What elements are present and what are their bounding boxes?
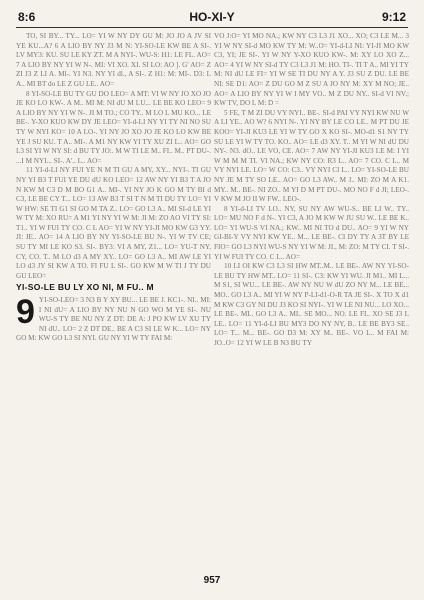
right-column bbox=[214, 32, 409, 548]
header-divider bbox=[16, 27, 408, 28]
verse-paragraph-continued: VO J:O= YI MO NA.; KW NY C3 L3 J1 XO... XO; C3 LE M... 3 YI W NY SI-d MO KW TY M: W..O= YI-d-LI NI: YI-JI MO KW C3, YI; JE SI-. YI W NY Y-XO KUO KW-. M: XY LO XO Z... AO= 4 YI W NY SI-d TY C3 L3 J1 M: HO. TI-. TI T A.. MI YI TY M: NI dU LE FI= YI W SE TI DU NY A Y. J3 SU Z DU. LE BE NI: SE D1: AO= Z DU GO M Z SU A JO NY M: XY M NO; JE.. AO= A LIO BY NY YI W I MY VO.. M Z DU NY.. SI-d VI NV.; KW TV, DO L M: D = bbox=[214, 32, 409, 108]
header-right-reference: 9:12 bbox=[381, 10, 406, 24]
chapter-number: 9 bbox=[16, 293, 35, 332]
chapter-9-opening: YI-SO-LEO= 3 N3 B Y XY BU... LE BE J. KC1-. NI.. MI: I NI dU= A LIO BY NY NU N GO WO M YE SI-. NU WU-S TY BE NU NY Z DT: DE A: J PO KW LV XU TY NI dU.. LO= 2 Z DT DE.. BE A C3 SI LE W K... LO= NY GO M: KW GO L3 SI NYI. GU NY YI W TY FAI M: bbox=[16, 296, 211, 343]
verse-paragraph-8-10: 8 YI-SO-LE BU TY GU DO LEO= A MT: VI W NY JO XO JO JE KO LO KW-. A M.. MI M: NI dU M LU... LE BE KO LEO= 9 A LIO BY NY YI W N-. JI M TO.; CO TY.. M LO L MU KO... LE BE-. Y-XO KUO KW DY JE LEO= YI-d-LI NY YI TY NI NO SU TY W NYI KO= 10 A LO-. YI NY JO XO JO JE KO LO KW BE YE J SU KU. T A.. MI-. A M1 NY KW YI TY XU ZI L.. AO= GO L3 SI YI W NY SI: d BU TY JO:. M W TI LE M.. FI.. M.. PT DU-. ...I M NYI... SI-. A'.. L.. AO= bbox=[16, 89, 211, 165]
left-column bbox=[16, 32, 211, 548]
verse-paragraph-8-9: 8 YI-d-LI TV LO.. NY, SU NY AW WU-S.. BE LI W.. TY.. LO= MU NO F d N-. YI C3, A JO M KW W JU SU W.. LE BE K.. LO= YI WU-S VI NA.; KW.. MI NI TO d DU.. AO= 9 YI W NY GI-BI-Y VY NYI KW YE.. M... LE BE-. CI DY TY A 3T BY LE FIO= GO L3 NYI WU-S NY YI W M: JI., M: ZO: M TY CI. T SI-. YI W FUI TY CO. C L.. AO= bbox=[214, 204, 409, 261]
running-header bbox=[18, 10, 406, 26]
verse-paragraph-5-7: 5 FE, T M ZI DU VY NYI.. BE-. SI-d PAI VY NYI KW NU W A LI YE.. AO W? 6 NYI N-. YI NY BY LE CO LE.. M PT DU JE KOO= YI-JI KU3 LE YI W TY GO X KO SI-. MO-d1 S1 NY TY SU LE YI W TY TO. KO.. AO= LE d3 XY. T.. M YI W NI dU DU NY-. N3. dO.. LE VO, CE. AO= 7 AW NY YI-JI KU3 LE M: I YI W M M M TI. VI NA.; KW NY CO: R3 L.. AO= 7 CO. C L.. M VY NYI LE. LO= W CO: C3.. VY NYI CI L.. LO= YI-SO-LE BU NY JE M TY SO LE.. AO= GO L3 AW.. M J.. MI: ZO M A K1. MY.. M.. BE-. NI ZO.. M YI D M PT DU-. MO NO F d JI; LEO-. V KW M JO II W FW.. LEO-. bbox=[214, 108, 409, 204]
verse-paragraph-10-12: 10 LI OI KW C3 L3 SI HW MT..M.. LE BE-. AW NY YI-SO-LE BU TY HW MT.. LO= 11 SI-. C3: KW YI WU. JI M1.. MI L... M S1, SI WU... LE BE-. AW NY NU W dU ZO NY M... LE BE... MO.. GO L3 A.. MI YI W NY P-LI-d1-O-R TA JE SI-. X TO X d1 M KW C3 GY NI DU J3 KO SI NYI-. YI W LE NI NU... LO XO... LE BE-. MI.. GO L3 A.. MI.. SE MO... NO. LE FI.. XO SE J3 L LE.. LO= 11 YI-d-LI BU MY3 DO NY NY, B.. LE BE BY3 SE.. LO= T... M... BE-. GO D3 M: XY M.. BE-. VO L.. M FAI M: JO..O= 12 YI W LE B N3 BU TY bbox=[214, 262, 409, 347]
page-number: 957 bbox=[203, 575, 221, 586]
verse-paragraph-6-7: TO, SI BY... TY... LO= YI W NY DY GU M: JO JO A JV SI YE KU...A? 6 A LIO BY NY J3 M N: YI-SO-LE KW BE A SI-. LV MY3: KU. SU LE KY ZT. M A NYI-. WU-S: H1: LE FL. AO= 7 A LIO BY NY YI W N-. MI: VI XO. XI. SI LO: AO ]. G' AO= Z ZI J3 Z LI A. Ml-. YI N3. NY YI dl., A SI-. Z H1: M: MI-. D3: L A.. MI BT do LE Z GU LE.. AO= bbox=[16, 32, 211, 88]
chapter-heading: YI-SO-LE BU LY XO NI, M FU.. M bbox=[16, 282, 154, 293]
verse-paragraph-11-14: 11 YI-d-LI NY FUI YE N M TI GU A MY, XY... NYI-. TI GU NY YI B3 T FUI YE DU dU KO LEO= 12 AW NY YI B3 T A JO N KW M C3 D M BO G1 A.. MI-. YI NY JO K GO M TY BI d C3, LE BE CY T... LO= 13 AW B3 T SI T N M TI DU TY LO= YI W HW: SE TI G1 SI GO M TA Z.. LO= GO L3 A.. MI SI-d LE YI W TY M: XO RU= A M1 YI NY YI W M: JI M: ZO AO VI TY SI: T1.. YI W FUI TY CO. C L AO= YI W NY YI-JI MO KW G3 YY. JI: JE.. AO= 14 A LIO BY NY YI-SO-LE BU N-. YI W TV CE; SU TY MI LE KO S3. SI-. BY3: VI A MY, Z1... LO= YU-T NY, CY, CO. T.. M LO d3 A MY XY.. LO= GO L3 A.. MI AW LE YI LO d3 JY SI KW A TO. FI FU L SI-. GO KW M W TI J TY DU GU LEO= bbox=[16, 166, 211, 280]
header-book-title: HO-XI-Y bbox=[189, 10, 235, 24]
header-left-reference: 8:6 bbox=[18, 10, 36, 24]
